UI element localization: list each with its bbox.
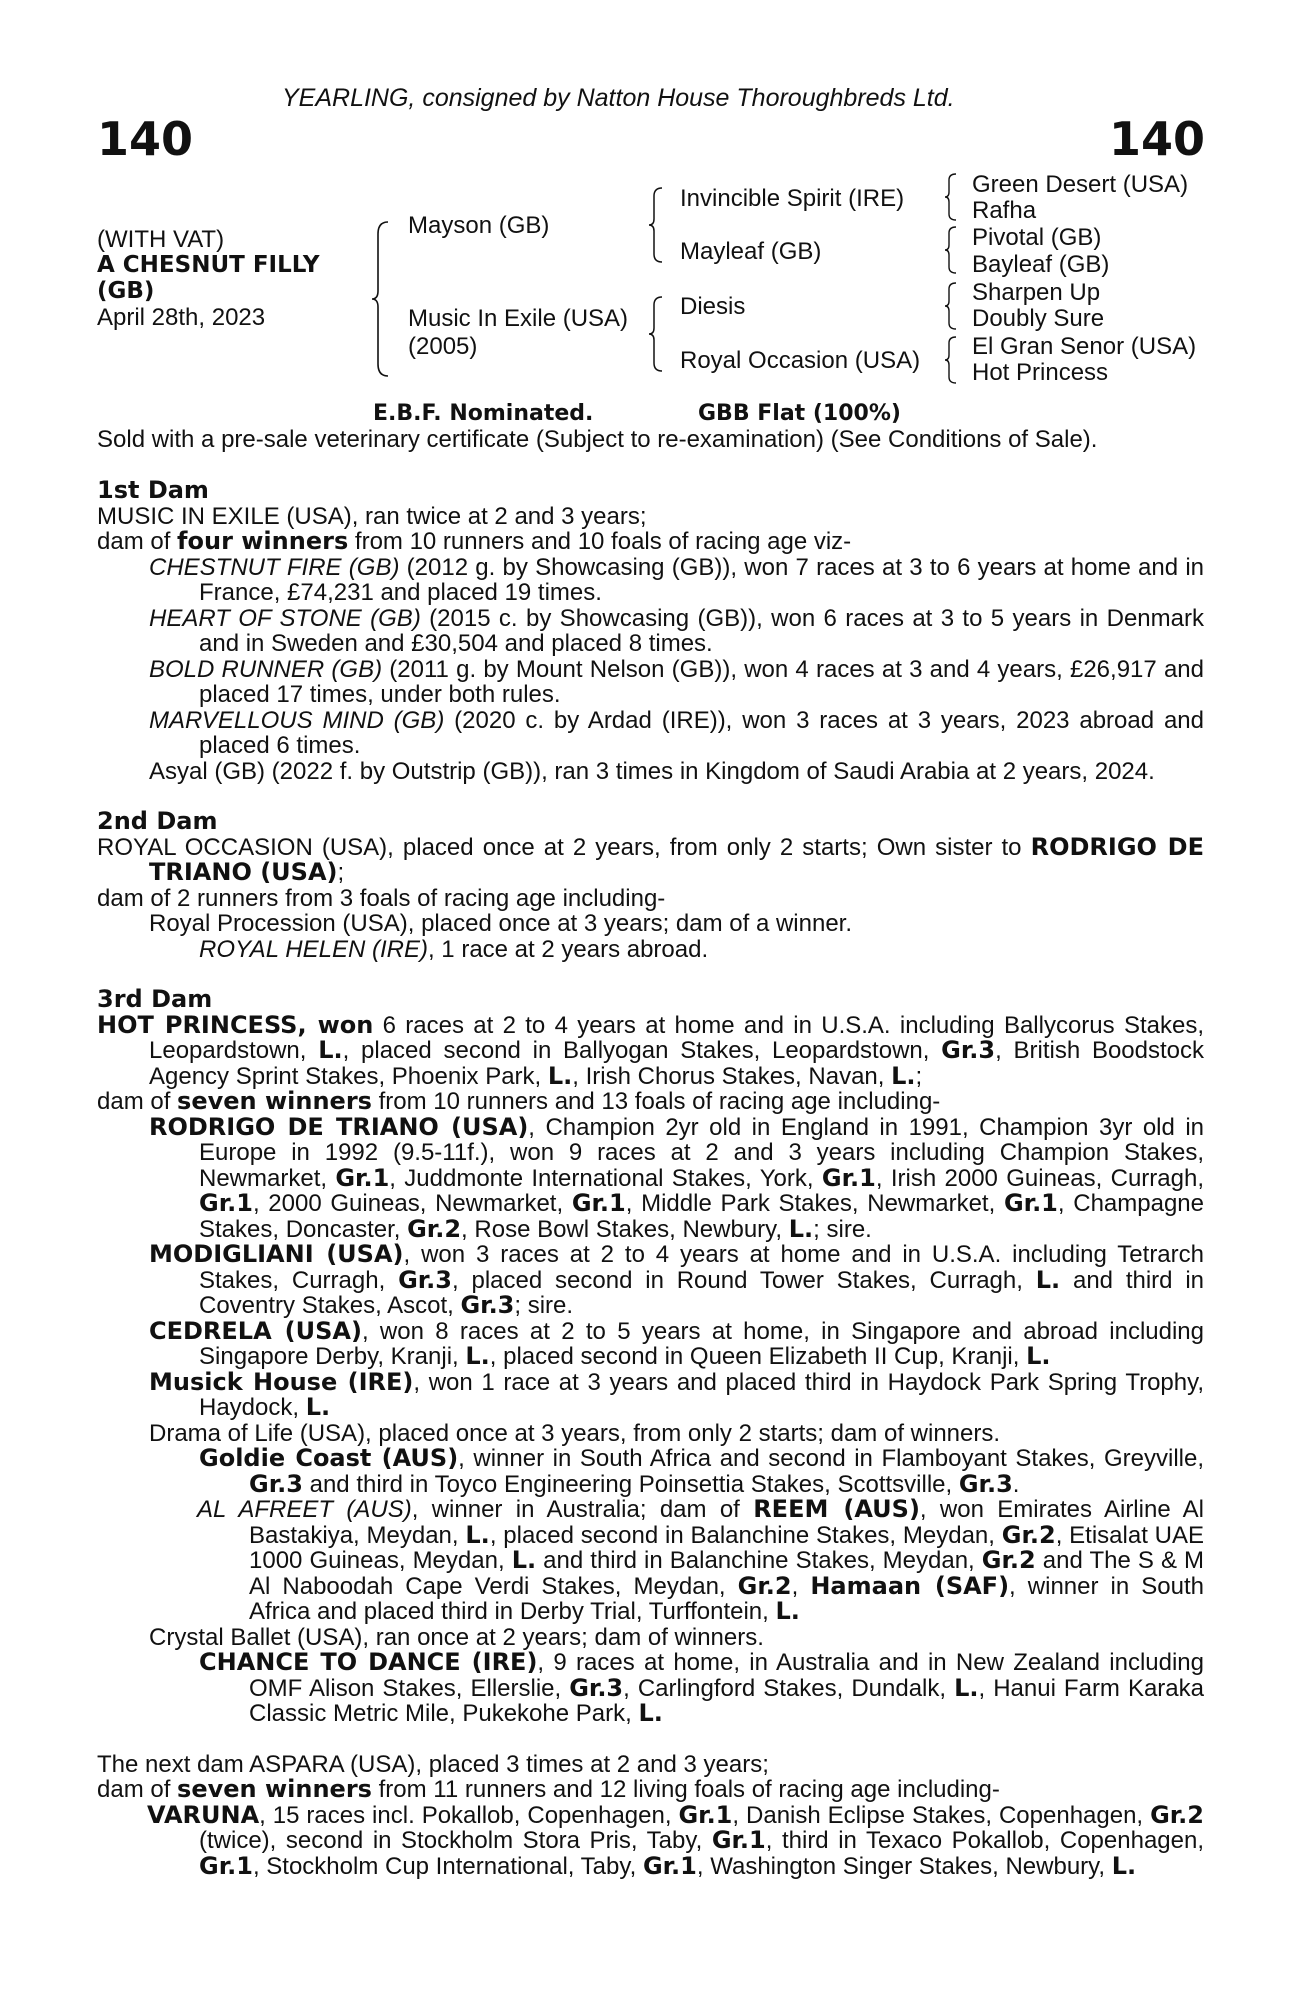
vat-note: (WITH VAT) <box>97 226 225 253</box>
pedigree-brace-dam <box>648 295 664 373</box>
sire: Mayson (GB) <box>408 212 550 239</box>
sire-sire-dam: Rafha <box>972 197 1037 224</box>
pedigree-brace-sd <box>944 225 958 275</box>
pedigree-brace-ds <box>944 281 958 331</box>
progeny-heart-of-stone: HEART OF STONE (GB) (2015 c. by Showcasing (GB)), won 6 races at 3 to 5 years in Denmark and in Sweden and £30,504 and placed 8 times. <box>149 604 1204 657</box>
first-dam-summary: dam of four winners from 10 runners and 10 foals of racing age viz- <box>97 527 852 555</box>
progeny-rodrigo-de-triano: RODRIGO DE TRIANO (USA), Champion 2yr old in England in 1991, Champion 3yr old in Europe in 1992 (9.5-11f.), won 9 races at 2 and 3 years including Champion Stakes, Newmarket, Gr.1, Juddmonte International Stakes, York, Gr.1, Irish 2000 Guineas, Curragh, Gr.1, 2000 Guineas, Newmarket, Gr.1, Middle Park Stakes, Newmarket, Gr.1, Champagne Stakes, Doncaster, Gr.2, Rose Bowl Stakes, Newbury, L.; sire. <box>149 1112 1205 1243</box>
progeny-marvellous-mind: MARVELLOUS MIND (GB) (2020 c. by Ardad (IRE)), won 3 races at 3 years, 2023 abroad and placed 6 times. <box>149 706 1204 759</box>
ebf-nominated: E.B.F. Nominated. <box>373 401 594 426</box>
third-dam-heading: 3rd Dam <box>97 985 213 1013</box>
dam: Music In Exile (USA) <box>408 305 629 332</box>
third-dam-summary: dam of seven winners from 10 runners and 13 foals of racing age including- <box>97 1087 941 1115</box>
foaling-date: April 28th, 2023 <box>97 304 266 331</box>
progeny-musick-house: Musick House (IRE), won 1 race at 3 years and placed third in Haydock Park Spring Trophy, Haydock, L. <box>149 1367 1205 1421</box>
horse-name: A CHESNUT FILLY <box>97 252 320 278</box>
first-dam-heading: 1st Dam <box>97 476 209 504</box>
pedigree-brace-dd <box>944 335 958 385</box>
progeny-cedrela: CEDRELA (USA), won 8 races at 2 to 5 years at home, in Singapore and abroad including Singapore Derby, Kranji, L., placed second in Queen Elizabeth II Cup, Kranji, L. <box>149 1316 1204 1370</box>
sire-dam: Mayleaf (GB) <box>680 238 822 265</box>
next-dam-summary: dam of seven winners from 11 runners and 12 living foals of racing age including- <box>97 1775 1000 1803</box>
dam-dam-dam: Hot Princess <box>972 359 1109 386</box>
dam-dam: Royal Occasion (USA) <box>680 347 921 374</box>
sire-sire: Invincible Spirit (IRE) <box>680 185 905 212</box>
pedigree-brace-main <box>370 220 390 378</box>
gbb-flat: GBB Flat (100%) <box>698 401 901 426</box>
dam-sire-dam: Doubly Sure <box>972 305 1105 332</box>
horse-country: (GB) <box>97 278 155 304</box>
progeny-chestnut-fire: CHESTNUT FIRE (GB) (2012 g. by Showcasing (GB)), won 7 races at 3 to 6 years at home and in France, £74,231 and placed 19 times. <box>149 553 1204 606</box>
grand-progeny-goldie-coast: Goldie Coast (AUS), winner in South Africa and second in Flamboyant Stakes, Greyville, Gr.3 and third in Toyco Engineering Poinsettia Stakes, Scottsville, Gr.3. <box>199 1444 1204 1498</box>
grand-progeny-chance-to-dance: CHANCE TO DANCE (IRE), 9 races at home, in Australia and in New Zealand including OMF Alison Stakes, Ellerslie, Gr.3, Carlingford Stakes, Dundalk, L., Hanui Farm Karaka Classic Metric Mile, Pukekohe Park, L. <box>199 1648 1204 1727</box>
progeny-bold-runner: BOLD RUNNER (GB) (2011 g. by Mount Nelson (GB)), won 4 races at 3 and 4 years, £26,917 and placed 17 times, under both rules. <box>149 655 1204 708</box>
grand-progeny-al-afreet: AL AFREET (AUS), winner in Australia; dam of REEM (AUS), won Emirates Airline Al Bastakiya, Meydan, L., placed second in Balanchine Stakes, Meydan, Gr.2, Etisalat UAE 1000 Guineas, Meydan, L. and third in Balanchine Stakes, Meydan, Gr.2 and The S & M Al Naboodah Cape Verdi Stakes, Meydan, Gr.2, Hamaan (SAF), winner in South Africa and placed third in Derby Trial, Turffontein, L. <box>197 1495 1205 1625</box>
vet-certificate-note: Sold with a pre-sale veterinary certificate (Subject to re-examination) (See Conditions of Sale). <box>97 426 1098 453</box>
second-dam-line: ROYAL OCCASION (USA), placed once at 2 years, from only 2 starts; Own sister to RODRIGO DE TRIANO (USA); <box>97 832 1204 886</box>
progeny-royal-procession: Royal Procession (USA), placed once at 3 years; dam of a winner. <box>149 910 853 937</box>
sire-sire-sire: Green Desert (USA) <box>972 171 1189 198</box>
lot-number-right: 140 <box>1108 112 1205 166</box>
dam-sire: Diesis <box>680 293 746 320</box>
second-dam-heading: 2nd Dam <box>97 807 218 835</box>
progeny-modigliani: MODIGLIANI (USA), won 3 races at 2 to 4 years at home and in U.S.A. including Tetrarch Stakes, Curragh, Gr.3, placed second in Round Tower Stakes, Curragh, L. and third in Coventry Stakes, Ascot, Gr.3; sire. <box>149 1240 1205 1319</box>
progeny-crystal-ballet: Crystal Ballet (USA), ran once at 2 years; dam of winners. <box>149 1623 764 1651</box>
dam-dam-sire: El Gran Senor (USA) <box>972 333 1197 360</box>
catalogue-body <box>97 478 1204 1879</box>
consignment-header: YEARLING, consigned by Natton House Thoroughbreds Ltd. <box>282 84 955 112</box>
progeny-asyal: Asyal (GB) (2022 f. by Outstrip (GB)), ran 3 times in Kingdom of Saudi Arabia at 2 years, 2024. <box>149 757 1155 785</box>
progeny-royal-helen: ROYAL HELEN (IRE), 1 race at 2 years abroad. <box>199 935 709 963</box>
progeny-drama-of-life: Drama of Life (USA), placed once at 3 years, from only 2 starts; dam of winners. <box>149 1419 1001 1447</box>
lot-number-left: 140 <box>97 112 194 166</box>
dam-year: (2005) <box>408 333 478 360</box>
pedigree-brace-ss <box>944 172 958 222</box>
sire-dam-dam: Bayleaf (GB) <box>972 251 1110 278</box>
sire-dam-sire: Pivotal (GB) <box>972 224 1102 251</box>
next-dam-line: The next dam ASPARA (USA), placed 3 times at 2 and 3 years; <box>97 1750 769 1778</box>
pedigree-brace-sire <box>648 186 664 264</box>
progeny-varuna: VARUNA, 15 races incl. Pokallob, Copenhagen, Gr.1, Danish Eclipse Stakes, Copenhagen, Gr.2 (twice), second in Stockholm Stora Pris, Taby, Gr.1, third in Texaco Pokallob, Copenhagen, Gr.1, Stockholm Cup International, Taby, Gr.1, Washington Singer Stakes, Newbury, L. <box>147 1800 1205 1880</box>
dam-sire-sire: Sharpen Up <box>972 279 1101 306</box>
second-dam-summary: dam of 2 runners from 3 foals of racing age including- <box>97 884 666 912</box>
third-dam-hot-princess: HOT PRINCESS, won 6 races at 2 to 4 years at home and in U.S.A. including Ballycorus Stakes, Leopardstown, L., placed second in Ballyogan Stakes, Leopardstown, Gr.3, British Boodstock Agency Sprint Stakes, Phoenix Park, L., Irish Chorus Stakes, Navan, L.; <box>97 1010 1205 1090</box>
first-dam-line: MUSIC IN EXILE (USA), ran twice at 2 and 3 years; <box>97 502 647 530</box>
